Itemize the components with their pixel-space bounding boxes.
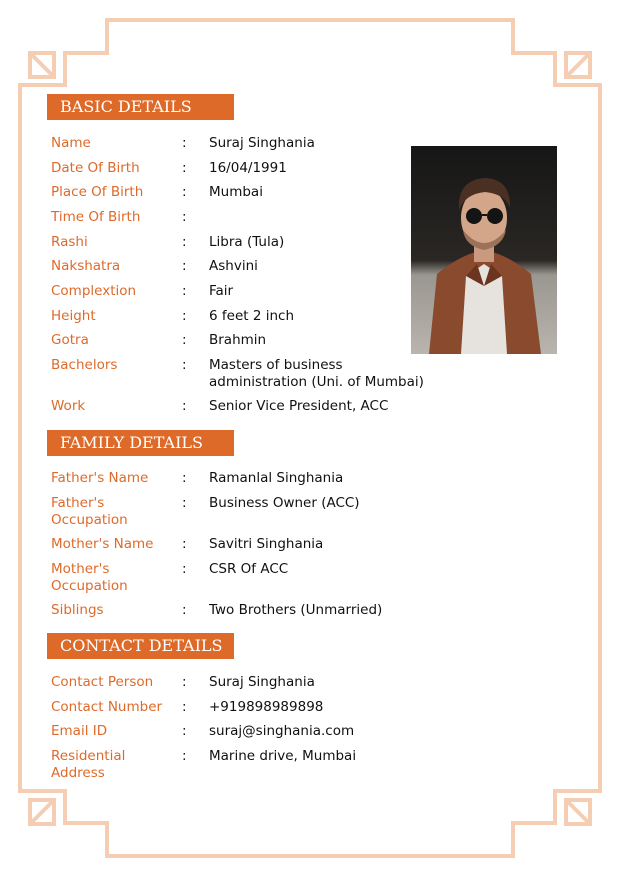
field-value: Suraj Singhania — [209, 135, 315, 151]
field-label: Complextion — [51, 283, 137, 299]
field-label: Name — [51, 135, 91, 151]
separator: : — [182, 332, 187, 348]
separator: : — [182, 209, 187, 225]
field-value: Savitri Singhania — [209, 536, 324, 552]
field-label: Time Of Birth — [51, 209, 141, 225]
field-value: Suraj Singhania — [209, 674, 315, 690]
field-label: Email ID — [51, 723, 108, 739]
field-label: Contact Person — [51, 674, 154, 690]
field-label: Father's Occupation — [51, 495, 128, 528]
separator: : — [182, 234, 187, 250]
separator: : — [182, 748, 187, 764]
field-label: Bachelors — [51, 357, 118, 373]
field-value: Ramanlal Singhania — [209, 470, 344, 486]
field-value: Marine drive, Mumbai — [209, 748, 357, 764]
separator: : — [182, 283, 187, 299]
field-value: CSR Of ACC — [209, 561, 289, 577]
separator: : — [182, 308, 187, 324]
field-label: Height — [51, 308, 96, 324]
field-value: Fair — [209, 283, 234, 299]
separator: : — [182, 536, 187, 552]
section-header-contact-details: CONTACT DETAILS — [47, 633, 234, 659]
field-label: Siblings — [51, 602, 104, 618]
field-value: Masters of business administration (Uni. of Mumbai) — [209, 357, 424, 390]
field-label: Father's Name — [51, 470, 149, 486]
field-value: Senior Vice President, ACC — [209, 398, 389, 414]
field-label: Mother's Occupation — [51, 561, 128, 594]
separator: : — [182, 135, 187, 151]
field-value: 16/04/1991 — [209, 160, 287, 176]
field-value: 6 feet 2 inch — [209, 308, 294, 324]
separator: : — [182, 495, 187, 511]
field-value: Ashvini — [209, 258, 258, 274]
field-label: Gotra — [51, 332, 89, 348]
field-label: Date Of Birth — [51, 160, 140, 176]
field-label: Residential Address — [51, 748, 126, 781]
field-value: Two Brothers (Unmarried) — [209, 602, 383, 618]
field-label: Contact Number — [51, 699, 163, 715]
separator: : — [182, 561, 187, 577]
separator: : — [182, 258, 187, 274]
field-label: Place Of Birth — [51, 184, 144, 200]
section-header-family-details: FAMILY DETAILS — [47, 430, 234, 456]
field-value: +919898989898 — [209, 699, 324, 715]
separator: : — [182, 674, 187, 690]
field-value: Mumbai — [209, 184, 263, 200]
separator: : — [182, 723, 187, 739]
field-value: Business Owner (ACC) — [209, 495, 360, 511]
field-value: Brahmin — [209, 332, 267, 348]
separator: : — [182, 398, 187, 414]
separator: : — [182, 357, 187, 373]
separator: : — [182, 184, 187, 200]
section-header-basic-details: BASIC DETAILS — [47, 94, 234, 120]
separator: : — [182, 470, 187, 486]
separator: : — [182, 160, 187, 176]
separator: : — [182, 699, 187, 715]
field-label: Nakshatra — [51, 258, 121, 274]
field-value: Libra (Tula) — [209, 234, 285, 250]
field-value: suraj@singhania.com — [209, 723, 355, 739]
field-label: Work — [51, 398, 86, 414]
field-label: Rashi — [51, 234, 88, 250]
field-label: Mother's Name — [51, 536, 154, 552]
profile-photo — [411, 146, 557, 354]
separator: : — [182, 602, 187, 618]
